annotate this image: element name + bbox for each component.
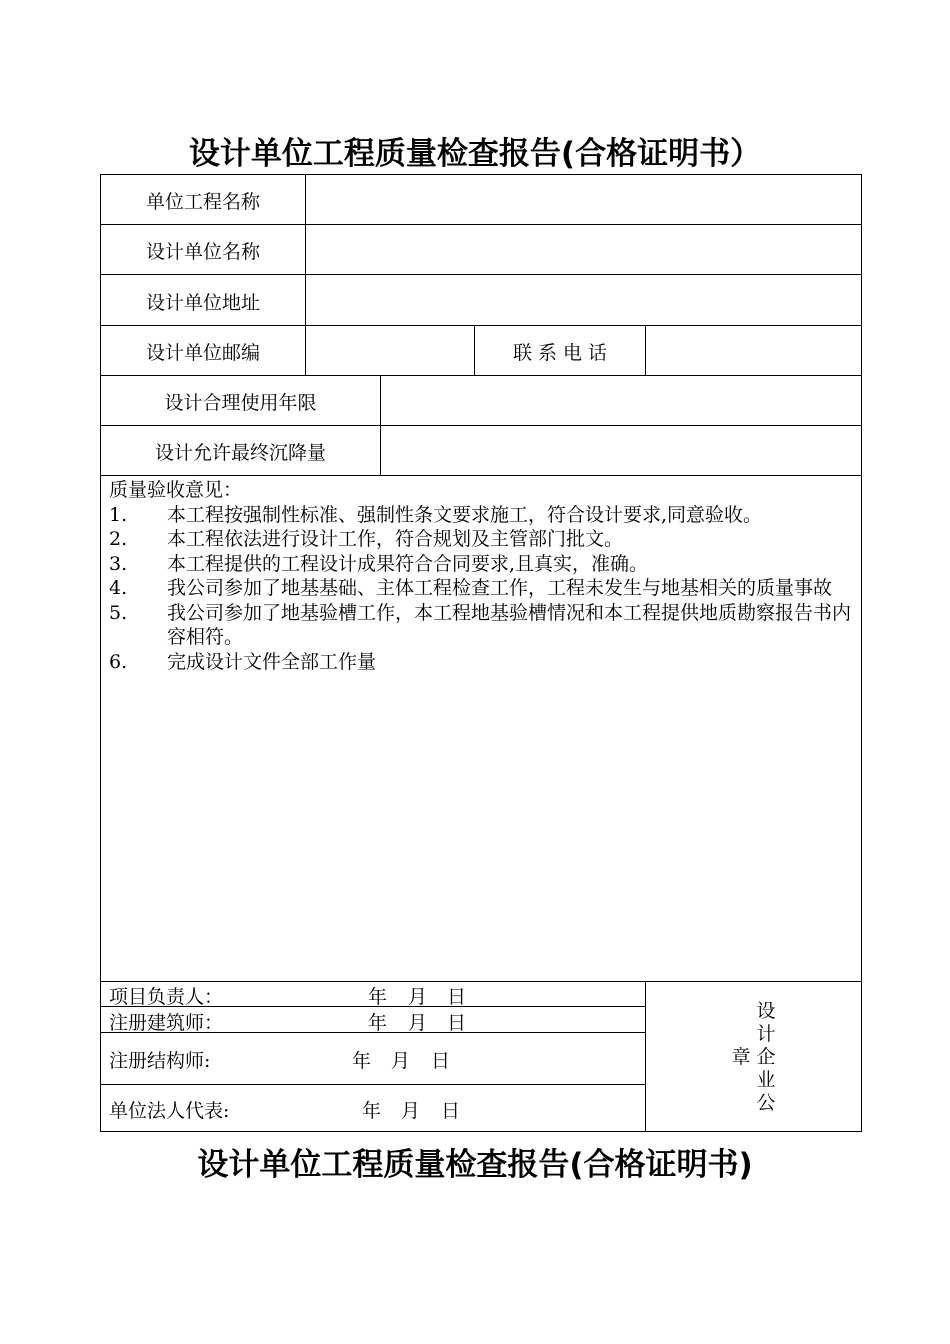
phone-label: 联 系 电 话 <box>512 342 608 364</box>
column-divider <box>645 981 646 1132</box>
list-item <box>109 527 857 552</box>
date-day: 日 <box>447 986 467 1008</box>
design-unit-name-label: 设计单位名称 <box>145 241 260 263</box>
list-item <box>109 576 857 601</box>
table-border-bottom <box>100 1131 862 1132</box>
item-text: 完成设计文件全部工作量 <box>167 650 377 673</box>
seal-char: 公 <box>756 1092 776 1114</box>
item-number: 6. <box>109 650 128 673</box>
postcode-field[interactable] <box>306 326 474 375</box>
phone-field[interactable] <box>646 326 861 375</box>
legal-rep-label: 单位法人代表: <box>109 1100 230 1122</box>
design-unit-address-label: 设计单位地址 <box>145 292 260 314</box>
quality-opinion <box>109 478 857 674</box>
design-unit-name-field[interactable] <box>306 225 861 274</box>
project-name-label: 单位工程名称 <box>145 191 260 213</box>
date-month: 月 <box>391 1050 411 1072</box>
list-item <box>109 650 857 675</box>
item-text: 本工程提供的工程设计成果符合合同要求,且真实，准确。 <box>167 552 649 575</box>
date-month: 月 <box>408 986 428 1008</box>
list-item <box>109 552 857 577</box>
date-year: 年 <box>352 1050 372 1072</box>
design-unit-address-field[interactable] <box>306 275 861 325</box>
list-item <box>109 601 857 650</box>
seal-char: 设 <box>756 1000 776 1022</box>
item-text: 我公司参加了地基基础、主体工程检查工作，工程未发生与地基相关的质量事故 <box>167 577 833 599</box>
seal-char: 业 <box>756 1069 776 1091</box>
table-border-right <box>861 174 862 1132</box>
item-text: 本工程依法进行设计工作，符合规划及主管部门批文。 <box>167 528 624 550</box>
date-month: 月 <box>401 1100 421 1122</box>
item-number: 3. <box>109 552 128 575</box>
list-item <box>109 503 857 528</box>
date-day: 日 <box>431 1050 451 1072</box>
item-number: 4. <box>109 577 128 599</box>
date-day: 日 <box>441 1100 461 1122</box>
item-number: 2. <box>109 528 128 550</box>
seal-column <box>756 1000 776 1115</box>
service-life-label: 设计合理使用年限 <box>164 392 317 414</box>
date-month: 月 <box>408 1012 428 1034</box>
structural-engineer-label: 注册结构师: <box>109 1050 211 1072</box>
date-day: 日 <box>447 1012 467 1034</box>
settlement-label: 设计允许最终沉降量 <box>154 442 326 464</box>
postcode-label: 设计单位邮编 <box>145 342 260 364</box>
table-border-left <box>100 174 101 1132</box>
item-number: 5. <box>109 601 128 624</box>
service-life-field[interactable] <box>381 376 861 425</box>
seal-char: 章 <box>731 1046 751 1068</box>
item-text: 本工程按强制性标准、强制性条文要求施工，符合设计要求,同意验收。 <box>167 503 763 526</box>
project-leader-label: 项目负责人： <box>109 986 224 1008</box>
item-number: 1. <box>109 503 128 526</box>
date-year: 年 <box>368 1012 388 1034</box>
project-name-field[interactable] <box>306 175 861 224</box>
item-text: 我公司参加了地基验槽工作，本工程地基验槽情况和本工程提供地质勘察报告书内容相符。 <box>167 601 852 648</box>
row-divider <box>100 475 862 476</box>
settlement-field[interactable] <box>381 426 861 475</box>
row-divider <box>100 1084 645 1085</box>
seal-char: 企 <box>756 1046 776 1068</box>
architect-label: 注册建筑师： <box>109 1012 224 1034</box>
date-year: 年 <box>368 986 388 1008</box>
seal-char: 计 <box>756 1023 776 1045</box>
page-title: 设计单位工程质量检查报告(合格证明书） <box>188 136 762 172</box>
date-year: 年 <box>362 1100 382 1122</box>
opinion-heading: 质量验收意见： <box>109 479 243 501</box>
page-title-bottom: 设计单位工程质量检查报告(合格证明书) <box>197 1147 753 1183</box>
